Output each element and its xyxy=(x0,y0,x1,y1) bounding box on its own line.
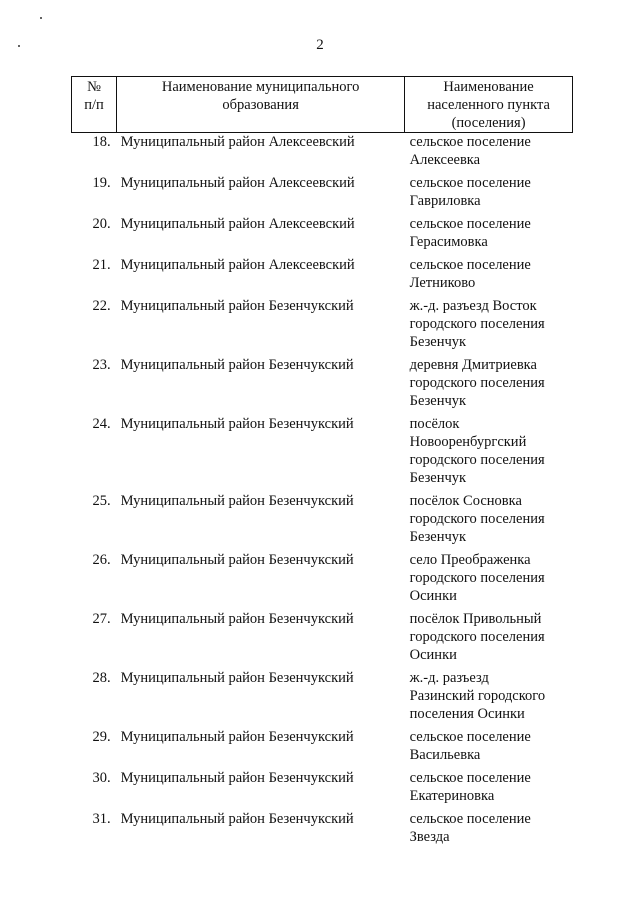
header-line: населенного пункта xyxy=(427,97,550,113)
settlement-line: сельское поселение xyxy=(409,770,531,786)
page-number: 2 xyxy=(316,37,324,53)
settlement-line: посёлок xyxy=(409,416,460,432)
row-number: 31. xyxy=(92,811,111,827)
settlement-line: городского поселения xyxy=(409,511,545,527)
municipality-name: Муниципальный район Безенчукский xyxy=(120,357,354,373)
settlement-line: Звезда xyxy=(409,829,450,845)
settlement-name xyxy=(405,810,573,851)
row-number: 22. xyxy=(92,298,111,314)
municipality-name: Муниципальный район Алексеевский xyxy=(120,257,355,273)
table-row xyxy=(72,215,573,256)
table-row xyxy=(72,256,573,297)
settlement-line: сельское поселение xyxy=(409,134,531,150)
settlement-name xyxy=(405,610,573,669)
row-number: 29. xyxy=(92,729,111,745)
settlement-name xyxy=(405,769,573,810)
table-row xyxy=(72,551,573,610)
settlement-line: Летниково xyxy=(409,275,476,291)
settlement-name xyxy=(405,256,573,297)
settlements-table xyxy=(71,76,573,851)
settlement-name xyxy=(405,297,573,356)
settlement-line: Безенчук xyxy=(409,529,467,545)
row-number: 23. xyxy=(92,357,111,373)
settlement-line: ж.-д. разъезд xyxy=(409,670,489,686)
municipality-name: Муниципальный район Алексеевский xyxy=(120,134,355,150)
settlement-name xyxy=(405,492,573,551)
table-row xyxy=(72,174,573,215)
settlement-line: село Преображенка xyxy=(409,552,531,568)
table-row xyxy=(72,415,573,492)
settlement-line: городского поселения xyxy=(409,316,545,332)
municipality-name: Муниципальный район Алексеевский xyxy=(120,216,355,232)
table-row xyxy=(72,492,573,551)
settlement-line: Безенчук xyxy=(409,334,467,350)
settlement-line: Екатериновка xyxy=(409,788,495,804)
header-number xyxy=(72,77,117,133)
settlement-line: Осинки xyxy=(409,647,457,663)
settlement-line: городского поселения xyxy=(409,570,545,586)
settlement-line: сельское поселение xyxy=(409,216,531,232)
settlement-name xyxy=(405,215,573,256)
header-line: образования xyxy=(222,97,299,113)
header-settlement xyxy=(405,77,573,133)
settlement-line: городского поселения xyxy=(409,452,545,468)
municipality-name: Муниципальный район Безенчукский xyxy=(120,729,354,745)
table-row xyxy=(72,297,573,356)
settlement-line: ж.-д. разъезд Восток xyxy=(409,298,537,314)
municipality-name: Муниципальный район Безенчукский xyxy=(120,770,354,786)
municipality-name: Муниципальный район Безенчукский xyxy=(120,416,354,432)
settlement-line: Алексеевка xyxy=(409,152,481,168)
row-number: 25. xyxy=(92,493,111,509)
settlement-name xyxy=(405,415,573,492)
row-number: 30. xyxy=(92,770,111,786)
settlement-name xyxy=(405,669,573,728)
settlement-name xyxy=(405,174,573,215)
row-number: 26. xyxy=(92,552,111,568)
header-line: Наименование муниципального xyxy=(161,79,360,95)
row-number: 18. xyxy=(92,134,111,150)
municipality-name: Муниципальный район Безенчукский xyxy=(120,611,354,627)
settlement-line: сельское поселение xyxy=(409,175,531,191)
row-number: 20. xyxy=(92,216,111,232)
scan-speck xyxy=(18,45,20,47)
table-row xyxy=(72,133,573,175)
settlement-line: Безенчук xyxy=(409,393,467,409)
municipality-name: Муниципальный район Безенчукский xyxy=(120,298,354,314)
table-row xyxy=(72,769,573,810)
settlement-line: поселения Осинки xyxy=(409,706,525,722)
table-row xyxy=(72,728,573,769)
settlement-line: Осинки xyxy=(409,588,457,604)
municipality-name: Муниципальный район Безенчукский xyxy=(120,493,354,509)
settlement-line: Васильевка xyxy=(409,747,481,763)
header-municipality xyxy=(117,77,405,133)
row-number: 24. xyxy=(92,416,111,432)
municipality-name: Муниципальный район Безенчукский xyxy=(120,670,354,686)
row-number: 28. xyxy=(92,670,111,686)
settlement-line: посёлок Сосновка xyxy=(409,493,522,509)
settlement-line: деревня Дмитриевка xyxy=(409,357,537,373)
settlement-line: городского поселения xyxy=(409,629,545,645)
settlement-line: Разинский городского xyxy=(409,688,546,704)
settlement-line: сельское поселение xyxy=(409,257,531,273)
table-row xyxy=(72,356,573,415)
header-line: (поселения) xyxy=(451,115,526,131)
table-row xyxy=(72,810,573,851)
header-line: Наименование xyxy=(443,79,534,95)
table-row xyxy=(72,610,573,669)
settlement-line: посёлок Привольный xyxy=(409,611,542,627)
row-number: 19. xyxy=(92,175,111,191)
scan-speck xyxy=(40,17,42,19)
header-line: п/п xyxy=(84,97,104,113)
settlement-name xyxy=(405,728,573,769)
settlement-line: Безенчук xyxy=(409,470,467,486)
settlement-line: Герасимовка xyxy=(409,234,488,250)
settlement-line: Гавриловка xyxy=(409,193,481,209)
settlement-name xyxy=(405,133,573,175)
table-header-row xyxy=(72,77,573,133)
settlement-line: сельское поселение xyxy=(409,811,531,827)
table-row xyxy=(72,669,573,728)
settlement-name xyxy=(405,356,573,415)
municipality-name: Муниципальный район Безенчукский xyxy=(120,552,354,568)
settlement-name xyxy=(405,551,573,610)
settlement-line: сельское поселение xyxy=(409,729,531,745)
row-number: 21. xyxy=(92,257,111,273)
municipality-name: Муниципальный район Безенчукский xyxy=(120,811,354,827)
municipality-name: Муниципальный район Алексеевский xyxy=(120,175,355,191)
row-number: 27. xyxy=(92,611,111,627)
settlement-line: городского поселения xyxy=(409,375,545,391)
header-line: № xyxy=(87,79,101,95)
settlement-line: Новооренбургский xyxy=(409,434,527,450)
